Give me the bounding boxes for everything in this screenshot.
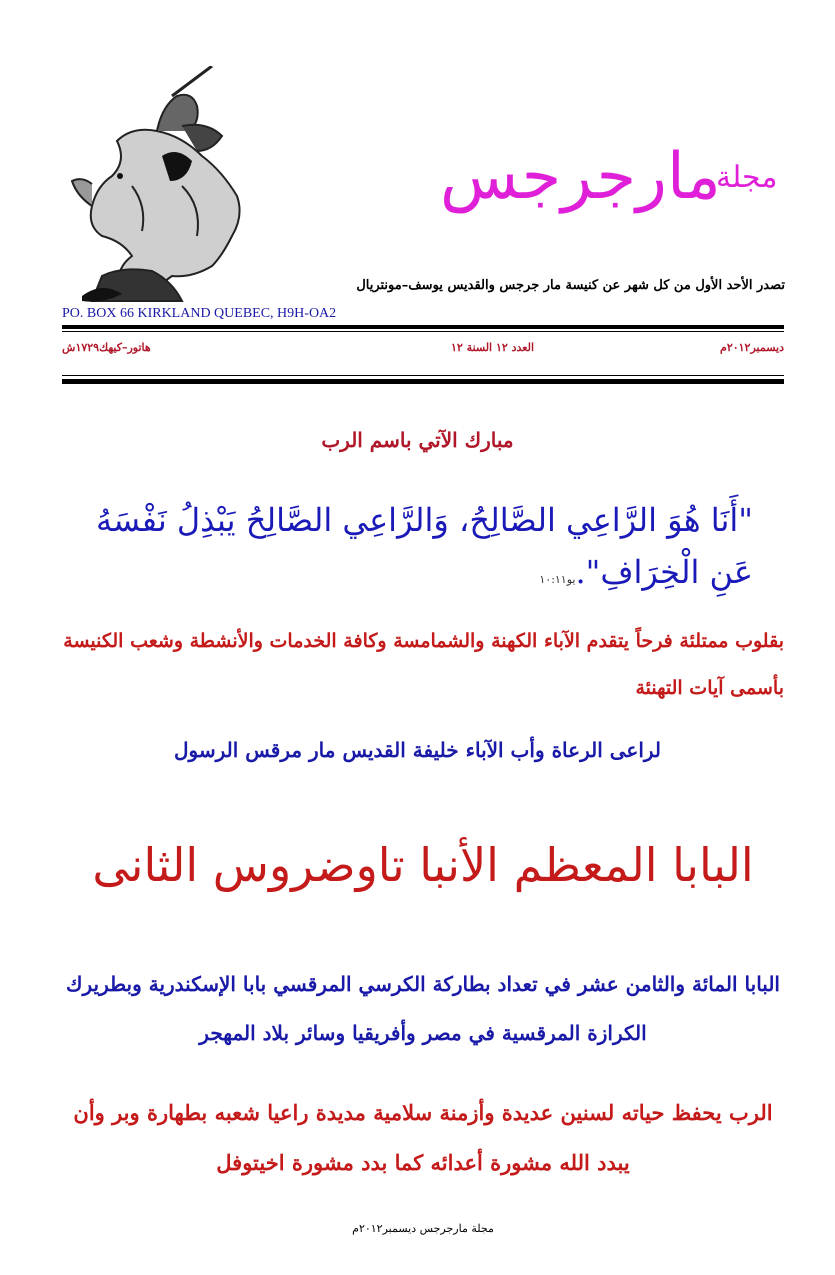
po-box-address: PO. BOX 66 KIRKLAND QUEBEC, H9H-OA2 (62, 306, 337, 321)
verse-reference: يو١٠:١١ (539, 573, 576, 586)
page-footer: مجلة مارجرجس ديسمبر٢٠١٢م (352, 1222, 494, 1235)
blessed-heading: مبارك الآتي باسم الرب (321, 428, 514, 452)
verse-text: "أَنَا هُوَ الرَّاعِي الصَّالِحُ، وَالرَّاعِي الصَّالِحُ يَبْذِلُ نَفْسَهُ عَنِ الْخِرَافِ". (95, 501, 753, 591)
top-rule-thin (62, 331, 784, 332)
bottom-rule-thick (62, 379, 784, 384)
bottom-rule-thin (62, 375, 784, 376)
verse-quote (88, 494, 753, 606)
prayer-paragraph: الرب يحفظ حياته لسنين عديدة وأزمنة سلامية مديدة راعيا شعبه بطهارة وبر وأن يبدد الله مشورة أعدائه كما بدد مشورة اخيتوفل (73, 1100, 773, 1175)
top-rule-thick (62, 325, 784, 329)
issue-number: العدد ١٢ السنة ١٢ (451, 341, 534, 354)
congratulations-paragraph: بقلوب ممتلئة فرحاً يتقدم الآباء الكهنة والشمامسة وكافة الخدمات والأنشطة وشعب الكنيسة بأسمى آيات التهنئة (63, 630, 784, 699)
saint-george-logo-icon (62, 66, 250, 306)
pope-title: البابا المعظم الأنبا تاوضروس الثانى (92, 838, 754, 892)
shepherd-line: لراعى الرعاة وأب الآباء خليفة القديس مار مرقس الرسول (173, 738, 662, 762)
magazine-name: مارجرجس (440, 140, 721, 214)
pope-description: البابا المائة والثامن عشر في تعداد بطاركة الكرسي المرقسي بابا الإسكندرية وبطريرك الكرازة المرقسية في مصر وأفريقيا وسائر بلاد المهجر (66, 972, 780, 1045)
publish-line: تصدر الأحد الأول من كل شهر عن كنيسة مار جرجس والقديس يوسف–مونتريال (356, 278, 785, 293)
issue-date-gregorian: ديسمبر٢٠١٢م (720, 341, 784, 354)
magazine-word: مجلة (716, 160, 778, 195)
issue-date-coptic: هاتور–كيهك١٧٢٩ش (62, 341, 151, 354)
